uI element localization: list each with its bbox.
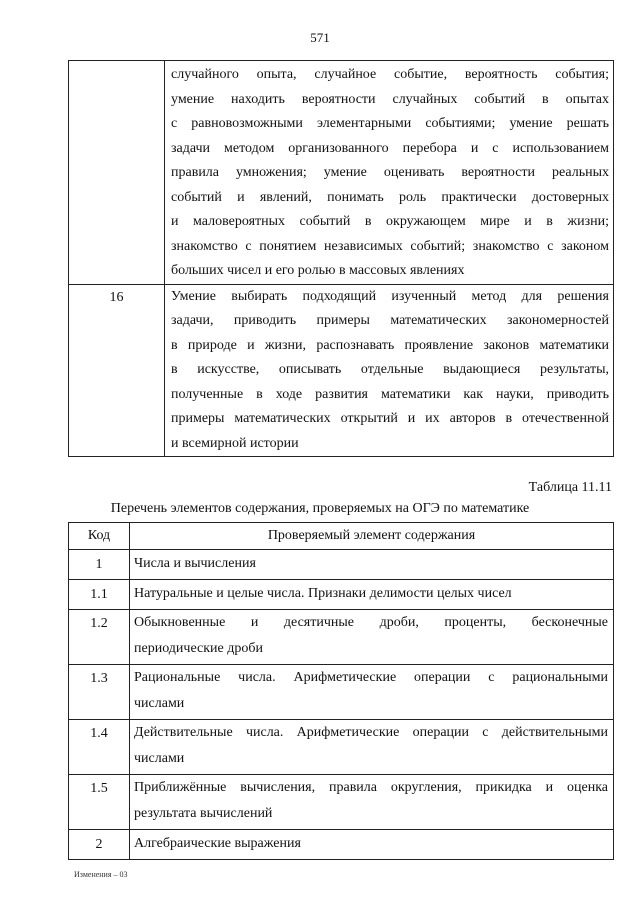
table-row bbox=[69, 665, 614, 720]
table-header-row bbox=[69, 523, 614, 550]
row-number bbox=[69, 61, 165, 285]
element-code: 1.1 bbox=[69, 580, 130, 610]
header-element: Проверяемый элемент содержания bbox=[130, 523, 614, 550]
element-text bbox=[130, 665, 614, 720]
text-line: знакомство с понятием независимых событий; знакомство с законом bbox=[171, 238, 609, 254]
element-code: 1 bbox=[69, 550, 130, 580]
text-line: задачи методом организованного перебора и с использованием bbox=[171, 140, 609, 156]
element-text bbox=[130, 610, 614, 665]
text-line: Обыкновенные и десятичные дроби, проценты, бесконечные bbox=[134, 615, 608, 630]
text-line: в искусстве, описывать отдельные выдающиеся результаты, bbox=[171, 362, 609, 377]
element-code: 1.5 bbox=[69, 775, 130, 830]
content-elements-table bbox=[68, 522, 614, 860]
requirement-text bbox=[165, 284, 614, 457]
element-text: Натуральные и целые числа. Признаки делимости целых чисел bbox=[130, 580, 614, 610]
text-line: и всемирной истории bbox=[171, 435, 299, 451]
text-line: задачи, приводить примеры математических закономерностей bbox=[171, 313, 609, 328]
requirement-text bbox=[165, 61, 614, 285]
text-line: числами bbox=[134, 696, 185, 711]
row-number: 16 bbox=[69, 284, 165, 457]
table-row bbox=[69, 580, 614, 610]
text-line: с равновозможными элементарными событиями; умение решать bbox=[171, 116, 609, 131]
element-code: 1.2 bbox=[69, 610, 130, 665]
table-row bbox=[69, 284, 614, 457]
element-text: Числа и вычисления bbox=[130, 550, 614, 580]
table-row bbox=[69, 550, 614, 580]
table-row bbox=[69, 610, 614, 665]
table-row bbox=[69, 775, 614, 830]
text-line: умение находить вероятности случайных событий в опытах bbox=[171, 91, 609, 107]
text-line: примеры математических открытий и их авторов в отечественной bbox=[171, 411, 609, 426]
element-text: Алгебраические выражения bbox=[130, 830, 614, 860]
footer-revision: Изменения – 03 bbox=[74, 870, 128, 879]
text-line: числами bbox=[134, 751, 185, 766]
text-line: и маловероятных событий в окружающем мире и в жизни; bbox=[171, 214, 609, 229]
table-title: Перечень элементов содержания, проверяемых на ОГЭ по математике bbox=[110, 501, 530, 516]
text-line: событий и явлений, понимать роль практически достоверных bbox=[171, 189, 609, 205]
header-code: Код bbox=[69, 523, 130, 550]
continued-requirements-table bbox=[68, 60, 614, 457]
text-line: Действительные числа. Арифметические операции с действительными bbox=[134, 725, 608, 740]
table-row bbox=[69, 830, 614, 860]
table-label: Таблица 11.11 bbox=[528, 480, 612, 495]
element-text bbox=[130, 720, 614, 775]
text-line: периодические дроби bbox=[134, 641, 263, 656]
text-line: Рациональные числа. Арифметические операции с рациональными bbox=[134, 670, 608, 685]
text-line: в природе и жизни, распознавать проявление законов математики bbox=[171, 337, 609, 353]
text-line: случайного опыта, случайное событие, вероятность события; bbox=[171, 67, 609, 82]
text-line: Приближённые вычисления, правила округления, прикидка и оценка bbox=[134, 780, 608, 795]
element-code: 1.4 bbox=[69, 720, 130, 775]
element-code: 2 bbox=[69, 830, 130, 860]
table-row bbox=[69, 720, 614, 775]
text-line: полученные в ходе развития математики как науки, приводить bbox=[171, 386, 609, 402]
text-line: результата вычислений bbox=[134, 806, 273, 821]
table-row bbox=[69, 61, 614, 285]
text-line: больших чисел и его ролью в массовых явлениях bbox=[171, 263, 465, 278]
element-code: 1.3 bbox=[69, 665, 130, 720]
text-line: правила умножения; умение оценивать вероятности реальных bbox=[171, 165, 609, 180]
text-line: Умение выбирать подходящий изученный метод для решения bbox=[171, 288, 609, 304]
page-number: 571 bbox=[310, 30, 330, 45]
element-text bbox=[130, 775, 614, 830]
